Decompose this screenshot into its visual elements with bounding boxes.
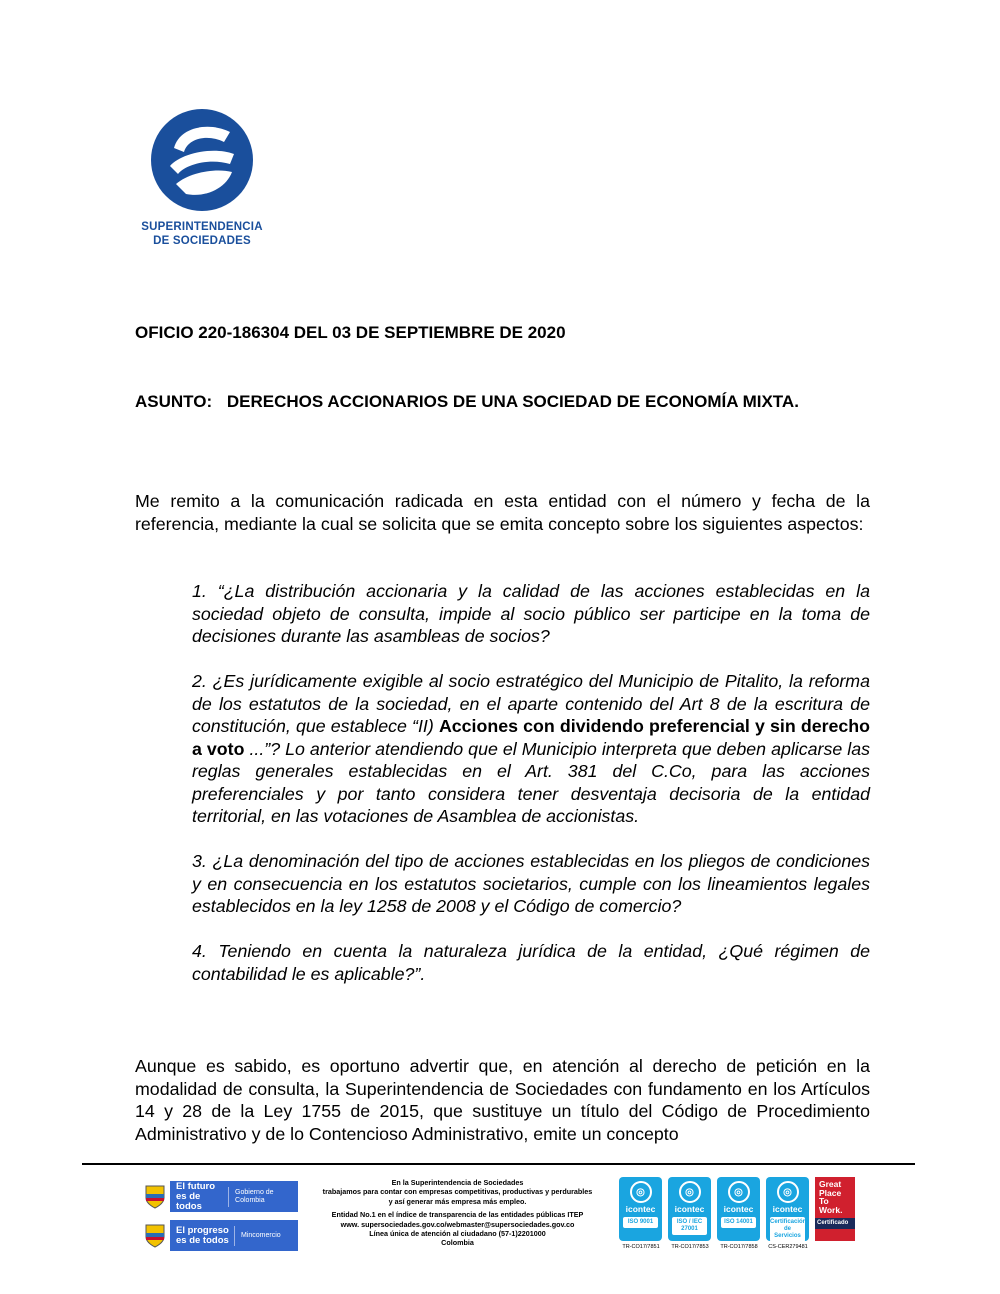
gov-badge-progreso-main: El progreso es de todos bbox=[176, 1224, 229, 1246]
icontec-cert-badge bbox=[766, 1177, 809, 1241]
cert-brand: icontec bbox=[674, 1204, 705, 1214]
footer-line-6: Línea única de atención al ciudadano (57-1)2201000 bbox=[369, 1229, 546, 1239]
great-place-to-work-badge bbox=[815, 1177, 855, 1241]
gov-badge-progreso-sub: Mincomercio bbox=[241, 1231, 281, 1239]
question-2 bbox=[192, 670, 870, 828]
superintendencia-logo bbox=[132, 108, 272, 248]
gptw-line-1: Great bbox=[819, 1179, 842, 1189]
footer-line-4: Entidad No.1 en el índice de transparencia de las entidades públicas ITEP bbox=[331, 1210, 584, 1220]
cert-code: TR-CO17/7851 bbox=[622, 1244, 660, 1250]
logo-wordmark bbox=[132, 220, 272, 248]
cert-brand: icontec bbox=[723, 1204, 754, 1214]
cert-code: CS-CER279481 bbox=[768, 1244, 808, 1250]
closing-paragraph: Aunque es sabido, es oportuno advertir que, en atención al derecho de petición en la modalidad de consulta, la Superintendencia de Sociedades con fundamento en los Artículos 14 y 28 de la Ley 1755 de 2015, que sustituye un título del Código de Procedimiento Administrativo y de lo Contencioso Administrativo, emite un concepto bbox=[135, 1056, 870, 1144]
footer-line-7: Colombia bbox=[441, 1238, 474, 1248]
intro-paragraph: Me remito a la comunicación radicada en esta entidad con el número y fecha de la referencia, mediante la cual se solicita que se emita concepto sobre los siguientes aspectos: bbox=[135, 491, 870, 534]
gov-badge-progreso bbox=[140, 1220, 298, 1251]
logo-line-1: SUPERINTENDENCIA bbox=[141, 221, 263, 233]
footer-contact-block bbox=[300, 1178, 615, 1248]
icontec-seal-icon: ◎ bbox=[728, 1181, 750, 1203]
document-title: OFICIO 220-186304 DEL 03 DE SEPTIEMBRE DE 2020 bbox=[135, 323, 566, 342]
footer-line-3: y así generar más empresa más empleo. bbox=[388, 1196, 527, 1206]
question-2-part-b: ...”? Lo anterior atendiendo que el Municipio interpreta que deben aplicarse las reglas generales establecidas en el Art. 381 del C.Co, para las acciones preferenciales y por tanto considera tener desventaja decisoria de la entidad territorial, en las votaciones de Asamblea de accionistas. bbox=[192, 738, 870, 826]
subject-text: DERECHOS ACCIONARIOS DE UNA SOCIEDAD DE ECONOMÍA MIXTA. bbox=[226, 392, 799, 411]
icontec-cert-badge bbox=[668, 1177, 711, 1241]
question-1: 1. “¿La distribución accionaria y la calidad de las acciones establecidas en la sociedad objeto de consulta, impide al socio público ser participe en la toma de decisiones durante las asambleas de socios? bbox=[192, 581, 870, 646]
gptw-line-3: To bbox=[819, 1196, 829, 1206]
colombia-shield-icon bbox=[140, 1220, 170, 1251]
icontec-seal-icon: ◎ bbox=[777, 1181, 799, 1203]
questions-list bbox=[192, 580, 870, 1008]
footer-line-2: trabajamos para contar con empresas competitivas, productivas y perdurables bbox=[322, 1187, 593, 1197]
gov-badge-futuro-main: El futuro es de todos bbox=[176, 1180, 216, 1212]
cert-code: TR-CO17/7853 bbox=[671, 1244, 709, 1250]
logo-line-2: DE SOCIEDADES bbox=[153, 235, 251, 247]
footer-line-1: En la Superintendencia de Sociedades bbox=[391, 1178, 524, 1187]
icontec-seal-icon: ◎ bbox=[679, 1181, 701, 1203]
question-4: 4. Teniendo en cuenta la naturaleza jurídica de la entidad, ¿Qué régimen de contabilidad le es aplicable?”. bbox=[192, 941, 870, 984]
icontec-cert-badge bbox=[717, 1177, 760, 1241]
gptw-line-2: Place bbox=[819, 1187, 842, 1198]
footer-line-5: www. supersociedades.gov.co/webmaster@supersociedades.gov.co bbox=[340, 1219, 575, 1229]
icontec-cert-badge bbox=[619, 1177, 662, 1241]
footer-divider bbox=[82, 1163, 915, 1165]
question-2-part-a: 2. ¿Es jurídicamente exigible al socio estratégico del Municipio de Pitalito, la reforma de los estatutos de la sociedad, en el aparte contenido del Art 8 de la escritura de constitución, que establece “II) bbox=[192, 671, 870, 736]
subject-line bbox=[135, 391, 870, 413]
cert-standard: Certificación de Servicios bbox=[770, 1217, 805, 1242]
gptw-certified: Certificado bbox=[815, 1218, 855, 1229]
gptw-line-4: Work. bbox=[819, 1204, 843, 1215]
question-3: 3. ¿La denominación del tipo de acciones establecidas en los pliegos de condiciones y en consecuencia en los estatutos societarios, cumple con los lineamientos legales establecidos en la ley 1258 de 2008 y el Código de comercio? bbox=[192, 851, 870, 916]
cert-standard: ISO 9001 bbox=[623, 1217, 658, 1228]
supersociedades-emblem-icon bbox=[150, 108, 254, 212]
cert-brand: icontec bbox=[772, 1204, 803, 1214]
cert-standard: ISO 14001 bbox=[721, 1217, 756, 1228]
colombia-shield-icon bbox=[140, 1181, 170, 1212]
subject-label: ASUNTO: bbox=[135, 392, 213, 411]
cert-code: TR-CO17/7858 bbox=[720, 1244, 758, 1250]
question-2-bold-quote: Acciones con dividendo preferencial y sin derecho a voto bbox=[192, 716, 871, 759]
gov-badge-futuro bbox=[140, 1181, 298, 1212]
icontec-seal-icon: ◎ bbox=[630, 1181, 652, 1203]
gov-badge-futuro-sub: Gobierno de Colombia bbox=[235, 1188, 274, 1204]
cert-brand: icontec bbox=[625, 1204, 656, 1214]
cert-standard: ISO / IEC 27001 bbox=[672, 1217, 707, 1235]
